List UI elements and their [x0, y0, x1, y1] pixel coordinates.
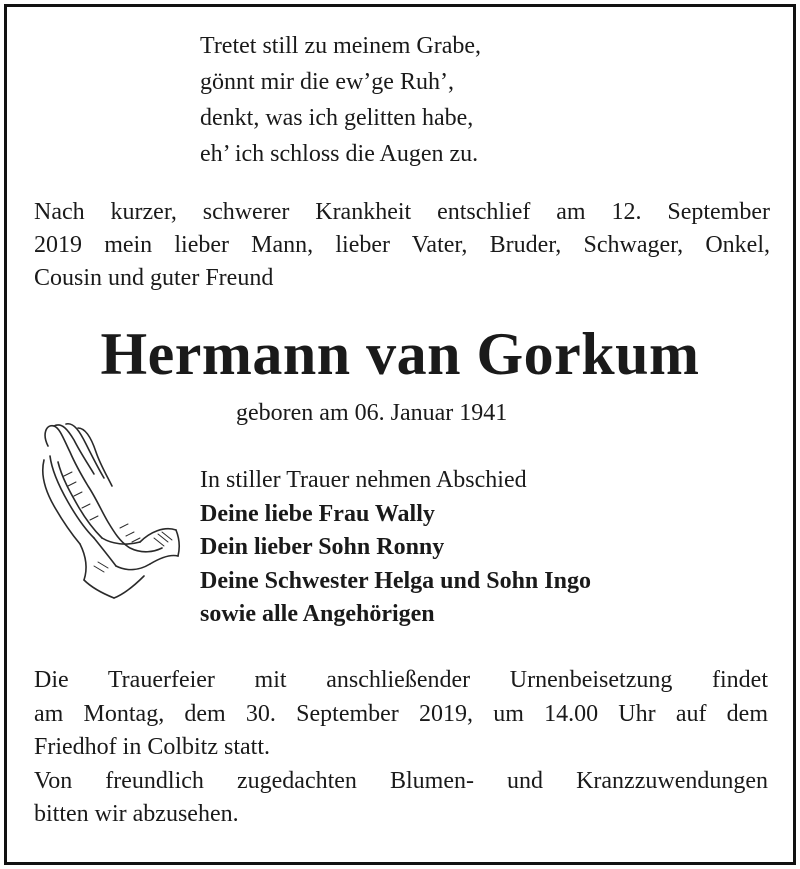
praying-hands-icon — [36, 416, 182, 608]
mourners-heading: In stiller Trauer nehmen Abschied — [200, 467, 527, 493]
funeral-line: am Montag, dem 30. September 2019, um 14.00 Uhr auf dem — [34, 700, 768, 727]
poem-line: eh’ ich schloss die Augen zu. — [200, 141, 479, 167]
death-announcement — [34, 196, 770, 295]
deceased-name: Hermann van Gorkum — [100, 321, 700, 387]
funeral-details — [34, 664, 768, 832]
funeral-line: Von freundlich zugedachten Blumen- und Kranzzuwendungen — [34, 767, 768, 794]
mourner-name: sowie alle Angehörigen — [200, 601, 435, 627]
funeral-line: Friedhof in Colbitz statt. — [34, 734, 270, 760]
memorial-poem — [200, 28, 481, 172]
mourners-block — [200, 464, 591, 632]
mourner-name: Deine Schwester Helga und Sohn Ingo — [200, 567, 591, 594]
mourner-name: Dein lieber Sohn Ronny — [200, 534, 445, 560]
poem-line: denkt, was ich gelitten habe, — [200, 105, 474, 131]
announcement-line: Nach kurzer, schwerer Krankheit entschlief am 12. September — [34, 199, 770, 225]
announcement-line: Cousin und guter Freund — [34, 265, 274, 291]
poem-line: Tretet still zu meinem Grabe, — [200, 33, 482, 59]
poem-line: gönnt mir die ew’ge Ruh’, — [200, 69, 454, 95]
funeral-line: bitten wir abzusehen. — [34, 801, 239, 827]
funeral-line: Die Trauerfeier mit anschließender Urnenbeisetzung findet — [34, 667, 768, 693]
birth-date: geboren am 06. Januar 1941 — [236, 400, 508, 426]
mourner-name: Deine liebe Frau Wally — [200, 500, 435, 527]
announcement-line: 2019 mein lieber Mann, lieber Vater, Bruder, Schwager, Onkel, — [34, 232, 770, 258]
